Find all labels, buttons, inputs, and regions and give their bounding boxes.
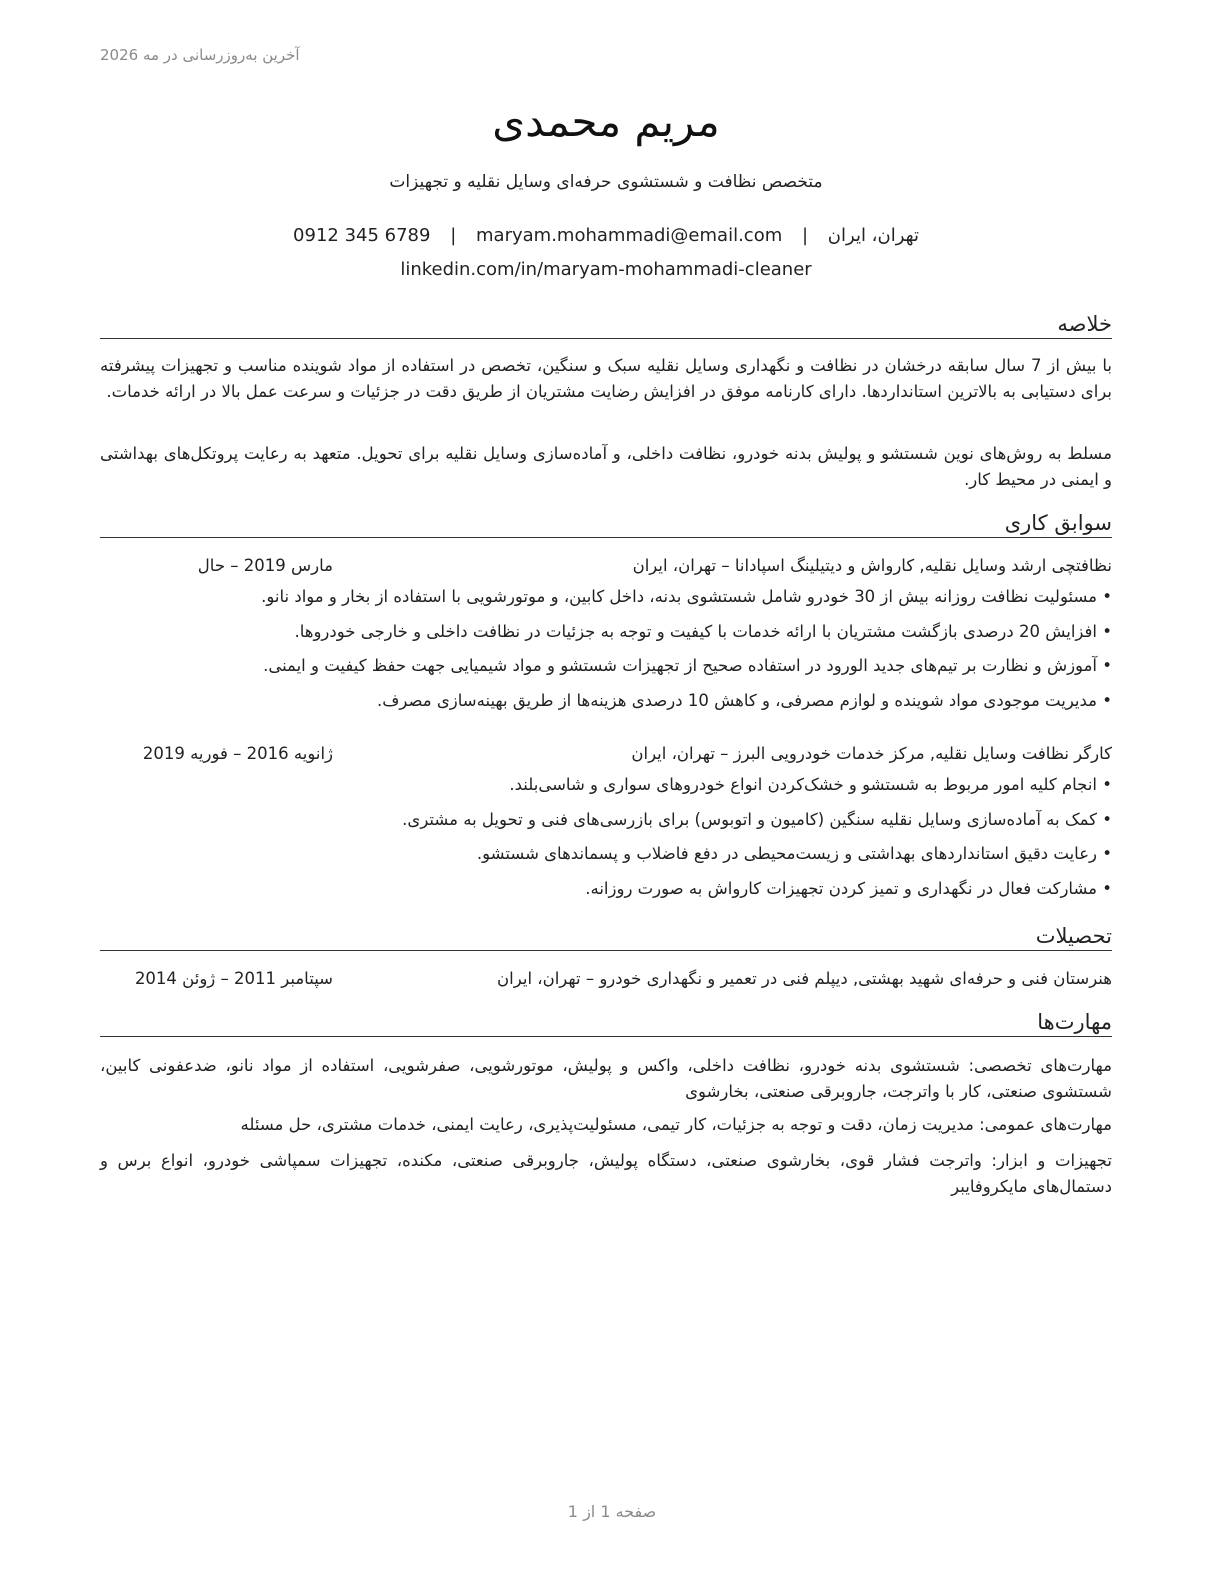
list-item: • مسئولیت نظافت روزانه بیش از 30 خودرو شامل شستشوی بدنه، داخل کابین، و موتورشویی با استفاده از بخار و مواد نانو. bbox=[100, 580, 1112, 615]
summary-heading: خلاصه bbox=[100, 310, 1112, 339]
summary-paragraph-2: مسلط به روش‌های نوین شستشو و پولیش بدنه خودرو، نظافت داخلی، و آماده‌سازی وسایل نقلیه برای تحویل. متعهد به رعایت پروتکل‌های بهداشتی و ایمنی در محیط کار. bbox=[100, 444, 1112, 489]
last-updated-note: آخرین به‌روزرسانی در مه 2026 bbox=[100, 46, 300, 64]
skills-specialized: مهارت‌های تخصصی: شستشوی بدنه خودرو، نظافت داخلی، واکس و پولیش، موتورشویی، صفرشویی، استفاده از مواد نانو، ضدعفونی کابین، شستشوی صنعتی، کار با واترجت، جاروبرقی صنعتی، بخارشوی bbox=[100, 1056, 1112, 1101]
job-dates: مارس 2019 – حال bbox=[197, 556, 333, 575]
separator: | bbox=[450, 225, 457, 246]
list-item: • آموزش و نظارت بر تیم‌های جدید الورود در استفاده صحیح از تجهیزات شستشو و مواد شیمیایی جهت حفظ کیفیت و ایمنی. bbox=[100, 649, 1112, 684]
skills-equipment: تجهیزات و ابزار: واترجت فشار قوی، بخارشوی صنعتی، دستگاه پولیش، جاروبرقی صنعتی، مکنده، تجهیزات سمپاشی خودرو، انواع برس و دستمال‌های مایکروفایبر bbox=[100, 1151, 1112, 1196]
separator: | bbox=[801, 225, 809, 246]
list-item: • کمک به آماده‌سازی وسایل نقلیه سنگین (کامیون و اتوبوس) برای بازرسی‌های فنی و تحویل به مشتری. bbox=[100, 803, 1112, 838]
job-title: کارگر نظافت وسایل نقلیه, مرکز خدمات خودرویی البرز – تهران، ایران bbox=[631, 744, 1112, 763]
list-item: • انجام کلیه امور مربوط به شستشو و خشک‌کردن انواع خودروهای سواری و شاسی‌بلند. bbox=[100, 768, 1112, 803]
job-dates: ژانویه 2016 – فوریه 2019 bbox=[142, 744, 333, 763]
list-item: • رعایت دقیق استانداردهای بهداشتی و زیست‌محیطی در دفع فاضلاب و پسماندهای شستشو. bbox=[100, 837, 1112, 872]
summary-paragraph-1: با بیش از 7 سال سابقه درخشان در نظافت و نگهداری وسایل نقلیه سبک و سنگین، تخصص در استفاده از مواد شوینده مناسب و تجهیزات پیشرفته برای دستیابی به بالاترین استانداردها. دارای کارنامه موفق در افزایش رضایت مشتریان از طریق دقت در جزئیات و سرعت عمل بالا در ارائه خدمات. bbox=[100, 356, 1112, 401]
job-bullets bbox=[100, 768, 1112, 906]
list-item: • مشارکت فعال در نگهداری و تمیز کردن تجهیزات کارواش به صورت روزانه. bbox=[100, 872, 1112, 907]
education-dates: سپتامبر 2011 – ژوئن 2014 bbox=[134, 969, 333, 988]
professional-title: متخصص نظافت و شستشوی حرفه‌ای وسایل نقلیه و تجهیزات bbox=[389, 172, 823, 192]
candidate-name: مریم محمدی bbox=[492, 97, 720, 146]
list-item: • مدیریت موجودی مواد شوینده و لوازم مصرفی، و کاهش 10 درصدی هزینه‌ها از طریق بهینه‌سازی مصرف. bbox=[100, 684, 1112, 719]
linkedin-link[interactable]: linkedin.com/in/maryam-mohammadi-cleaner bbox=[400, 259, 812, 280]
contact-line bbox=[100, 223, 1112, 249]
skills-general: مهارت‌های عمومی: مدیریت زمان، دقت و توجه به جزئیات، کار تیمی، مسئولیت‌پذیری، رعایت ایمنی، خدمات مشتری، حل مسئله bbox=[240, 1115, 1112, 1134]
job-bullets bbox=[100, 580, 1112, 718]
list-item: • افزایش 20 درصدی بازگشت مشتریان با ارائه خدمات با کیفیت و توجه به جزئیات در نظافت داخلی و خارجی خودروها. bbox=[100, 615, 1112, 650]
location-text: تهران، ایران bbox=[827, 225, 919, 246]
education-school: هنرستان فنی و حرفه‌ای شهید بهشتی, دیپلم فنی در تعمیر و نگهداری خودرو – تهران، ایران bbox=[497, 969, 1112, 988]
job-title: نظافتچی ارشد وسایل نقلیه, کارواش و دیتیلینگ اسپادانا – تهران، ایران bbox=[632, 556, 1112, 575]
skills-heading: مهارت‌ها bbox=[100, 1008, 1112, 1037]
phone-number[interactable]: 0912 345 6789 bbox=[293, 225, 431, 246]
experience-heading: سوابق کاری bbox=[100, 509, 1112, 538]
email-link[interactable]: maryam.mohammadi@email.com bbox=[476, 225, 783, 246]
page-number: صفحه 1 از 1 bbox=[567, 1502, 657, 1521]
education-heading: تحصیلات bbox=[100, 922, 1112, 951]
resume-page bbox=[100, 0, 1112, 1584]
